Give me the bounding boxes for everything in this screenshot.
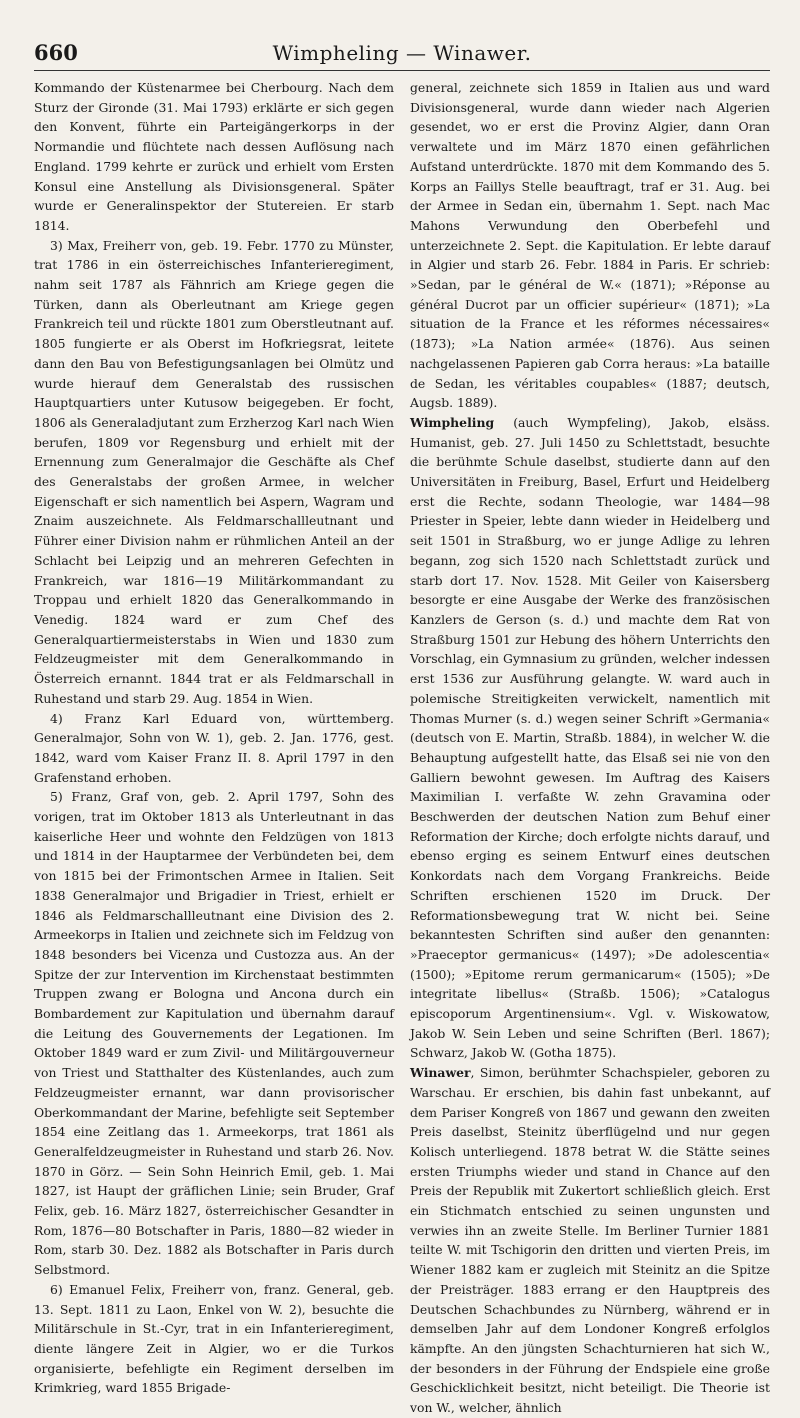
paragraph: 3) Max, Freiherr von, geb. 19. Febr. 1770 zu Münster, trat 1786 in ein österreichisches Infanterieregiment, nahm seit 1787 als Fähnrich am Kriege gegen die Türken, dann als Oberleutnant am Kriege gegen Frankreich teil und rückte 1801 zum Oberstleutnant auf. 1805 fungierte er als Oberst im Hofkriegsrat, leitete dann den Bau von Befestigungsanlagen bei Olmütz und wurde hierauf dem Generalstab des russischen Hauptquartiers unter Kutusow beigegeben. Er focht, 1806 als Generaladjutant zum Erzherzog Karl nach Wien berufen, 1809 vor Regensburg und erhielt mit der Ernennung zum Generalmajor die Geschäfte als Chef des Generalstabs der großen Armee, in welcher Eigenschaft er sich namentlich bei Aspern, Wagram und Znaim auszeichnete. Als Feldmarschallleutnant und Führer einer Division nahm er rühmlichen Anteil an der Schlacht bei Leipzig und an mehreren Gefechten in Frankreich, war 1816—19 Militärkommandant zu Troppau und erhielt 1820 das Generalkommando in Venedig. 1824 ward er zum Chef des Generalquartiermeisterstabs in Wien und 1830 zum Feldzeugmeister mit dem Generalkommando in Österreich ernannt. 1844 trat er als Feldmarschall in Ruhestand und starb 29. Aug. 1854 in Wien. (34, 237, 394, 706)
dictionary-entry (410, 413, 770, 1063)
running-head-title: Wimpheling — Winawer. (272, 41, 532, 65)
left-column (34, 78, 394, 1396)
paragraph: general, zeichnete sich 1859 in Italien aus und ward Divisionsgeneral, wurde dann wieder nach Algerien gesendet, wo er erst die Provinz Algier, dann Oran verwaltete und im März 1870 einen gefährlichen Aufstand unterdrückte. 1870 mit dem Kommando des 5. Korps an Faillys Stelle beauftragt, traf er 31. Aug. bei der Armee in Sedan ein, übernahm 1. Sept. nach Mac Mahons Verwundung den Oberbefehl und unterzeichnete 2. Sept. die Kapitulation. Er lebte darauf in Algier und starb 26. Febr. 1884 in Paris. Er schrieb: »Sedan, par le général de W.« (1871); »Réponse au général Ducrot par un officier supérieur« (1871); »La situation de la France et les réformes nécessaires« (1873); »La Nation armée« (1876). Aus seinen nachgelassenen Papieren gab Corra heraus: »La bataille de Sedan, les véritables coupables« (1887; deutsch, Augsb. 1889). (410, 80, 770, 411)
paragraph: 5) Franz, Graf von, geb. 2. April 1797, Sohn des vorigen, trat im Oktober 1813 als Unterleutnant in das kaiserliche Heer und wohnte den Feldzügen von 1813 und 1814 in der Hauptarmee der Verbündeten bei, dem von 1815 bei der Frimontschen Armee in Italien. Seit 1838 Generalmajor und Brigadier in Triest, erhielt er 1846 als Feldmarschallleutnant eine Division des 2. Armeekorps in Italien und zeichnete sich im Feldzug von 1848 besonders bei Vicenza und Custozza aus. An der Spitze der zur Intervention im Kirchenstaat bestimmten Truppen zwang er Bologna und Ancona durch ein Bombardement zur Kapitulation und übernahm darauf die Leitung des Gouvernements der Legationen. Im Oktober 1849 ward er zum Zivil- und Militärgouverneur von Triest und Statthalter des Küstenlandes, auch zum Feldzeugmeister ernannt, war dann provisorischer Oberkommandant der Marine, befehligte seit September 1854 eine Zeitlang das 1. Armeekorps, trat 1861 als Generalfeldzeugmeister in Ruhestand und starb 26. Nov. 1870 in Görz. — Sein Sohn Heinrich Emil, geb. 1. Mai 1827, ist Haupt der gräflichen Linie; sein Bruder, Graf Felix, geb. 16. März 1827, österreichischer Gesandter in Rom, 1876—80 Botschafter in Paris, 1880—82 wieder in Rom, starb 30. Dez. 1882 als Botschafter in Paris durch Selbstmord. (34, 789, 394, 1278)
page-number: 660 (34, 40, 78, 65)
entry-text: (auch Wympfeling), Jakob, elsäss. Humanist, geb. 27. Juli 1450 zu Schlettstadt, besuchte die berühmte Schule daselbst, studierte dann auf den Universitäten in Freiburg, Basel, Erfurt und Heidelberg erst die Rechte, sodann Theologie, war 1484—98 Priester in Speier, lebte dann wieder in Heidelberg und seit 1501 in Straßburg, wo er junge Adlige zu lehren begann, zog sich 1520 nach Schlettstadt zurück und starb dort 17. Nov. 1528. Mit Geiler von Kaisersberg besorgte er eine Ausgabe der Werke des französischen Kanzlers de Gerson (s. d.) und machte dem Rat von Straßburg 1501 zur Hebung des höhern Unterrichts den Vorschlag, ein Gymnasium zu gründen, welcher indessen erst 1536 zur Ausführung gelangte. W. ward auch in polemische Streitigkeiten verwickelt, namentlich mit Thomas Murner (s. d.) wegen seiner Schrift »Germania« (deutsch von E. Martin, Straßb. 1884), in welcher W. die Behauptung aufgestellt hatte, das Elsaß sei nie von den Galliern bewohnt gewesen. Im Auftrag des Kaisers Maximilian I. verfaßte W. zehn Gravamina oder Beschwerden der deutschen Nation zum Behuf einer Reformation der Kirche; doch erfolgte nichts darauf, und ebenso erging es seinem Entwurf eines deutschen Konkordats nach dem Vorgang Frankreichs. Beide Schriften erschienen 1520 im Druck. Der Reformationsbewegung trat W. nicht bei. Seine bekanntesten Schriften sind außer den genannten: »Praeceptor germanicus« (1497); »De adolescentia« (1500); »Epitome rerum germanicarum« (1505); »De integritate libellus« (Straßb. 1506); »Catalogus episcoporum Argentinensium«. Vgl. v. Wiskowatow, Jakob W. Sein Leben und seine Schriften (Berl. 1867); Schwarz, Jakob W. (Gotha 1875). (410, 414, 770, 1061)
paragraph: 6) Emanuel Felix, Freiherr von, franz. General, geb. 13. Sept. 1811 zu Laon, Enkel von W. 2), besuchte die Militärschule in St.-Cyr, trat in ein Infanterieregiment, diente längere Zeit in Algier, wo er die Turkos organisierte, befehligte ein Regiment derselben im Krimkrieg, ward 1855 Brigade- (34, 1281, 394, 1396)
entry-text: , Simon, berühmter Schachspieler, geboren zu Warschau. Er erschien, bis dahin fast unbekannt, auf dem Pariser Kongreß von 1867 und gewann den zweiten Preis daselbst, Steinitz überflügelnd und nur gegen Kolisch unterliegend. 1878 betrat W. die Stätte seines ersten Triumphs wieder und stand in Chance auf den Preis der Republik mit Zukertort schließlich gleich. Erst ein Stichmatch entschied zu seinen ungunsten und verwies ihn an zweite Stelle. Im Berliner Turnier 1881 teilte W. mit Tschigorin den dritten und vierten Preis, im Wiener 1882 kam er zugleich mit Steinitz an die Spitze der Preisträger. 1883 errang er den Hauptpreis des Deutschen Schachbundes zu Nürnberg, während er in demselben Jahr auf dem Londoner Kongreß erfolglos kämpfte. An den jüngsten Schachturnieren hat sich W., der besonders in der Führung der Endspiele eine große Geschicklichkeit besitzt, nicht beteiligt. Die Theorie ist von W., welcher, ähnlich (410, 1065, 770, 1416)
text-columns (34, 78, 770, 1416)
right-column (410, 78, 770, 1416)
entry-headword: Wimpheling (410, 414, 495, 430)
entry-headword: Winawer (410, 1065, 471, 1081)
running-head (34, 40, 770, 71)
dictionary-entry (410, 1063, 770, 1418)
paragraph: Kommando der Küstenarmee bei Cherbourg. Nach dem Sturz der Gironde (31. Mai 1793) erklärte er sich gegen den Konvent, führte ein Parteigängerkorps in der Normandie und flüchtete nach dessen Auflösung nach England. 1799 kehrte er zurück und erhielt vom Ersten Konsul eine Anstellung als Divisionsgeneral. Später wurde er Generalinspektor der Stutereien. Er starb 1814. (34, 80, 394, 233)
paragraph: 4) Franz Karl Eduard von, württemberg. Generalmajor, Sohn von W. 1), geb. 2. Jan. 1776, gest. 1842, ward vom Kaiser Franz II. 8. April 1797 in den Grafenstand erhoben. (34, 710, 394, 785)
